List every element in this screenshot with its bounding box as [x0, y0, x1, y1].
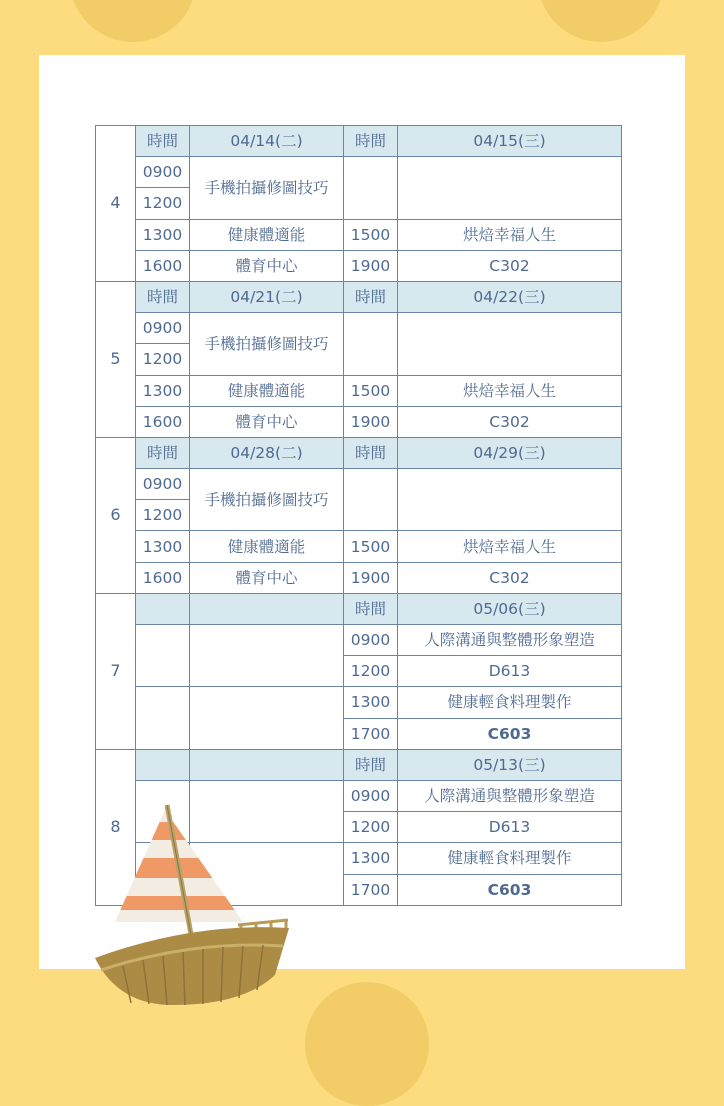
time-cell: 1300 [344, 687, 398, 718]
time-header: 時間 [136, 126, 190, 157]
course-cell: 人際溝通與整體形象塑造 [398, 780, 622, 811]
course-cell: 健康體適能 [190, 219, 344, 250]
course-cell: 體育中心 [190, 406, 344, 437]
schedule [95, 125, 621, 906]
table-row [96, 219, 622, 250]
time-cell: 1700 [344, 874, 398, 905]
time-cell: 0900 [136, 313, 190, 344]
time-cell: 1900 [344, 406, 398, 437]
empty-cell [136, 625, 190, 687]
course-cell: 健康體適能 [190, 375, 344, 406]
empty-cell [190, 625, 344, 687]
time-cell: 1200 [136, 344, 190, 375]
course-cell: 烘焙幸福人生 [398, 375, 622, 406]
date-header: 04/21(二) [190, 281, 344, 312]
date-header [190, 749, 344, 780]
week-number: 8 [96, 749, 136, 905]
empty-cell [136, 687, 190, 749]
table-row [96, 531, 622, 562]
table-row [96, 469, 622, 500]
empty-cell [190, 687, 344, 749]
course-cell: 烘焙幸福人生 [398, 219, 622, 250]
time-header [136, 593, 190, 624]
week-number: 4 [96, 126, 136, 282]
table-row [96, 157, 622, 188]
time-cell: 1200 [136, 188, 190, 219]
course-cell [398, 157, 622, 219]
date-header: 04/22(三) [398, 281, 622, 312]
course-cell: 體育中心 [190, 250, 344, 281]
course-cell: C603 [398, 718, 622, 749]
date-header: 04/15(三) [398, 126, 622, 157]
time-cell [344, 313, 398, 375]
date-header: 05/13(三) [398, 749, 622, 780]
table-row [96, 562, 622, 593]
time-cell: 1700 [344, 718, 398, 749]
table-row [96, 406, 622, 437]
week-number: 6 [96, 437, 136, 593]
time-header: 時間 [344, 281, 398, 312]
course-cell: 健康輕食料理製作 [398, 687, 622, 718]
date-header: 04/29(三) [398, 437, 622, 468]
time-header: 時間 [136, 281, 190, 312]
time-cell: 1500 [344, 375, 398, 406]
week-number: 5 [96, 281, 136, 437]
course-cell: C302 [398, 406, 622, 437]
course-cell: 手機拍攝修圖技巧 [190, 469, 344, 531]
decor-circle-top-right [538, 0, 664, 42]
time-header: 時間 [344, 126, 398, 157]
course-cell: 烘焙幸福人生 [398, 531, 622, 562]
week-header-row [96, 126, 622, 157]
time-header: 時間 [344, 749, 398, 780]
sailboat-illustration [93, 800, 293, 1005]
course-cell: C603 [398, 874, 622, 905]
time-cell: 1500 [344, 219, 398, 250]
time-cell: 1200 [344, 656, 398, 687]
date-header: 04/28(二) [190, 437, 344, 468]
time-cell: 1600 [136, 562, 190, 593]
date-header [190, 593, 344, 624]
table-row [96, 313, 622, 344]
table-row [96, 687, 622, 718]
week-number: 7 [96, 593, 136, 749]
time-cell: 1200 [344, 812, 398, 843]
time-cell: 1600 [136, 250, 190, 281]
table-row [96, 375, 622, 406]
time-header: 時間 [344, 437, 398, 468]
week-header-row [96, 593, 622, 624]
date-header: 05/06(三) [398, 593, 622, 624]
week-header-row [96, 749, 622, 780]
time-cell: 1200 [136, 500, 190, 531]
date-header: 04/14(二) [190, 126, 344, 157]
week-header-row [96, 281, 622, 312]
time-header [136, 749, 190, 780]
course-cell: D613 [398, 812, 622, 843]
time-header: 時間 [136, 437, 190, 468]
time-cell [344, 157, 398, 219]
week-header-row [96, 437, 622, 468]
course-cell: 健康輕食料理製作 [398, 843, 622, 874]
time-cell: 1600 [136, 406, 190, 437]
time-cell: 1300 [344, 843, 398, 874]
course-cell: C302 [398, 250, 622, 281]
course-cell [398, 469, 622, 531]
time-cell: 1500 [344, 531, 398, 562]
time-header: 時間 [344, 593, 398, 624]
course-cell: D613 [398, 656, 622, 687]
time-cell: 1300 [136, 375, 190, 406]
time-cell: 0900 [344, 780, 398, 811]
table-row [96, 250, 622, 281]
course-cell: C302 [398, 562, 622, 593]
time-cell: 0900 [136, 157, 190, 188]
time-cell [344, 469, 398, 531]
table-row [96, 625, 622, 656]
decor-circle-bottom [305, 982, 429, 1106]
course-cell: 健康體適能 [190, 531, 344, 562]
course-cell: 人際溝通與整體形象塑造 [398, 625, 622, 656]
time-cell: 1900 [344, 562, 398, 593]
time-cell: 0900 [136, 469, 190, 500]
schedule-table [95, 125, 622, 906]
course-cell [398, 313, 622, 375]
time-cell: 1300 [136, 219, 190, 250]
course-cell: 手機拍攝修圖技巧 [190, 157, 344, 219]
time-cell: 1900 [344, 250, 398, 281]
time-cell: 1300 [136, 531, 190, 562]
time-cell: 0900 [344, 625, 398, 656]
decor-circle-top-left [70, 0, 196, 42]
course-cell: 手機拍攝修圖技巧 [190, 313, 344, 375]
course-cell: 體育中心 [190, 562, 344, 593]
